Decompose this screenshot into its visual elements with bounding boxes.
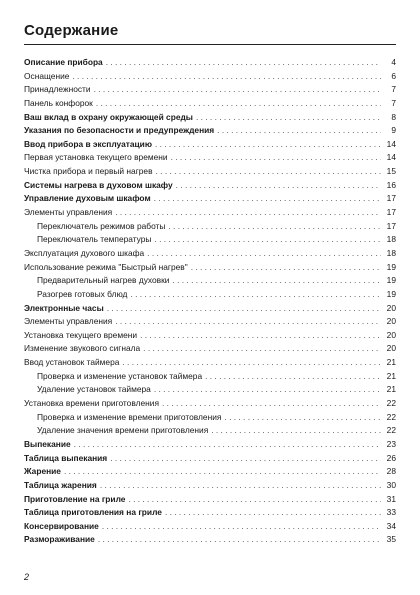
dot-leader — [74, 438, 381, 452]
toc-entry-title: Электронные часы — [24, 302, 104, 313]
toc-entry-page: 35 — [386, 534, 396, 545]
toc-entry-title: Консервирование — [24, 520, 99, 531]
toc-entry-title: Предварительный нагрев духовки — [37, 275, 170, 286]
toc-entry-page: 18 — [386, 234, 396, 245]
dot-leader — [154, 233, 381, 247]
title-divider — [24, 44, 396, 45]
toc-entry[interactable] — [24, 329, 396, 343]
toc-entry[interactable] — [24, 288, 396, 302]
toc-entry[interactable] — [24, 192, 396, 206]
toc-entry-title: Эксплуатация духового шкафа — [24, 247, 145, 258]
toc-entry-title: Таблица приготовления на гриле — [24, 507, 162, 518]
toc-entry[interactable] — [24, 206, 396, 220]
toc-entry[interactable] — [24, 274, 396, 288]
dot-leader — [140, 329, 381, 343]
toc-entry-page: 33 — [386, 507, 396, 518]
dot-leader — [168, 220, 381, 234]
dot-leader — [147, 247, 381, 261]
toc-entry[interactable] — [24, 124, 396, 138]
dot-leader — [94, 83, 381, 97]
toc-entry-title: Указания по безопасности и предупреждения — [24, 125, 215, 136]
toc-entry-page: 7 — [391, 84, 396, 95]
toc-entry-title: Управление духовым шкафом — [24, 193, 151, 204]
toc-entry-title: Приготовление на гриле — [24, 493, 126, 504]
dot-leader — [154, 192, 381, 206]
dot-leader — [162, 397, 381, 411]
toc-entry[interactable] — [24, 302, 396, 316]
toc-entry-title: Установка текущего времени — [24, 329, 138, 340]
toc-entry-title: Удаление значения времени приготовления — [37, 425, 209, 436]
dot-leader — [211, 424, 381, 438]
toc-entry[interactable] — [24, 452, 396, 466]
toc-entry[interactable] — [24, 220, 396, 234]
dot-leader — [165, 506, 381, 520]
toc-entry[interactable] — [24, 165, 396, 179]
toc-entry-page: 20 — [386, 302, 396, 313]
toc-entry[interactable] — [24, 493, 396, 507]
toc-entry[interactable] — [24, 424, 396, 438]
toc-entry[interactable] — [24, 506, 396, 520]
dot-leader — [191, 261, 381, 275]
toc-entry-page: 17 — [386, 207, 396, 218]
toc-entry[interactable] — [24, 56, 396, 70]
toc-entry-title: Ввод прибора в эксплуатацию — [24, 138, 152, 149]
toc-entry-title: Переключатель режимов работы — [37, 220, 166, 231]
dot-leader — [107, 302, 381, 316]
toc-entry[interactable] — [24, 261, 396, 275]
dot-leader — [176, 179, 381, 193]
toc-entry-title: Элементы управления — [24, 207, 113, 218]
toc-entry-page: 34 — [386, 520, 396, 531]
toc-entry-page: 14 — [386, 138, 396, 149]
dot-leader — [100, 479, 381, 493]
toc-entry-title: Удаление установок таймера — [37, 384, 151, 395]
dot-leader — [155, 138, 381, 152]
dot-leader — [143, 342, 381, 356]
toc-entry-page: 20 — [386, 343, 396, 354]
toc-entry-page: 21 — [386, 357, 396, 368]
toc-entry-page: 21 — [386, 384, 396, 395]
toc-entry[interactable] — [24, 151, 396, 165]
toc-entry-page: 20 — [386, 316, 396, 327]
toc-entry-title: Выпекание — [24, 438, 71, 449]
toc-entry[interactable] — [24, 315, 396, 329]
toc-entry[interactable] — [24, 465, 396, 479]
page-number: 2 — [24, 572, 30, 582]
toc-entry[interactable] — [24, 411, 396, 425]
toc-entry[interactable] — [24, 138, 396, 152]
toc-entry[interactable] — [24, 383, 396, 397]
toc-entry-page: 22 — [386, 425, 396, 436]
toc-entry-page: 20 — [386, 329, 396, 340]
toc-entry-title: Ввод установок таймера — [24, 357, 120, 368]
toc-entry-title: Использование режима "Быстрый нагрев" — [24, 261, 188, 272]
toc-entry-title: Установка времени приготовления — [24, 398, 159, 409]
toc-entry[interactable] — [24, 97, 396, 111]
toc-entry-title: Таблица выпекания — [24, 452, 108, 463]
dot-leader — [171, 151, 381, 165]
toc-entry-page: 21 — [386, 370, 396, 381]
toc-entry[interactable] — [24, 438, 396, 452]
dot-leader — [205, 370, 381, 384]
toc-entry-page: 19 — [386, 288, 396, 299]
toc-entry-title: Жарение — [24, 466, 61, 477]
dot-leader — [122, 356, 381, 370]
toc-entry-page: 7 — [391, 97, 396, 108]
dot-leader — [172, 274, 381, 288]
dot-leader — [110, 452, 381, 466]
toc-entry-page: 9 — [391, 125, 396, 136]
toc-entry-title: Размораживание — [24, 534, 95, 545]
toc-entry-title: Принадлежности — [24, 84, 91, 95]
dot-leader — [96, 97, 381, 111]
toc-entry-title: Проверка и изменение времени приготовления — [37, 411, 222, 422]
toc-entry-page: 26 — [386, 452, 396, 463]
page-title: Содержание — [24, 22, 119, 39]
toc-entry-page: 31 — [386, 493, 396, 504]
toc-entry[interactable] — [24, 233, 396, 247]
toc-entry-title: Описание прибора — [24, 57, 103, 67]
dot-leader — [224, 411, 381, 425]
toc-entry[interactable] — [24, 70, 396, 84]
toc-entry-title: Чистка прибора и первый нагрев — [24, 166, 153, 177]
toc-entry-title: Системы нагрева в духовом шкафу — [24, 179, 173, 190]
dot-leader — [64, 465, 381, 479]
toc-entry[interactable] — [24, 520, 396, 534]
toc-entry-title: Первая установка текущего времени — [24, 152, 168, 163]
toc-entry-page: 15 — [386, 166, 396, 177]
dot-leader — [98, 533, 381, 547]
toc-entry-page: 19 — [386, 275, 396, 286]
dot-leader — [115, 206, 381, 220]
toc-entry[interactable] — [24, 533, 396, 547]
toc-entry-page: 16 — [386, 179, 396, 190]
toc-entry-title: Изменение звукового сигнала — [24, 343, 141, 354]
dot-leader — [154, 383, 381, 397]
toc-entry-title: Оснащение — [24, 70, 70, 81]
dot-leader — [196, 111, 381, 125]
toc-entry-page: 22 — [386, 398, 396, 409]
toc-entry-title: Разогрев готовых блюд — [37, 288, 128, 299]
toc-entry-page: 30 — [386, 479, 396, 490]
toc-entry-page: 19 — [386, 261, 396, 272]
toc-entry[interactable] — [24, 179, 396, 193]
table-of-contents — [24, 56, 396, 547]
dot-leader — [156, 165, 381, 179]
dot-leader — [102, 520, 381, 534]
dot-leader — [217, 124, 381, 138]
dot-leader — [115, 315, 381, 329]
toc-entry[interactable] — [24, 111, 396, 125]
toc-entry[interactable] — [24, 370, 396, 384]
toc-entry[interactable] — [24, 397, 396, 411]
toc-entry-title: Элементы управления — [24, 316, 113, 327]
toc-entry[interactable] — [24, 83, 396, 97]
toc-entry-page: 22 — [386, 411, 396, 422]
dot-leader — [130, 288, 381, 302]
toc-entry-page: 6 — [391, 70, 396, 81]
dot-leader — [128, 493, 381, 507]
toc-entry-page: 17 — [386, 220, 396, 231]
toc-entry-title: Ваш вклад в охрану окружающей среды — [24, 111, 193, 122]
toc-entry-title: Переключатель температуры — [37, 234, 152, 245]
toc-entry-page: 28 — [386, 466, 396, 477]
toc-entry-page: 17 — [386, 193, 396, 204]
toc-entry-title: Таблица жарения — [24, 479, 97, 490]
toc-entry[interactable] — [24, 479, 396, 493]
toc-entry[interactable] — [24, 356, 396, 370]
toc-entry-page: 8 — [391, 111, 396, 122]
toc-entry-page: 14 — [386, 152, 396, 163]
toc-entry-page: 18 — [386, 247, 396, 258]
toc-entry[interactable] — [24, 247, 396, 261]
toc-entry-page: 23 — [386, 438, 396, 449]
toc-entry-title: Проверка и изменение установок таймера — [37, 370, 203, 381]
dot-leader — [106, 56, 381, 70]
dot-leader — [72, 70, 381, 84]
toc-entry-title: Панель конфорок — [24, 97, 93, 108]
toc-entry-page: 4 — [391, 57, 396, 67]
toc-entry[interactable] — [24, 342, 396, 356]
